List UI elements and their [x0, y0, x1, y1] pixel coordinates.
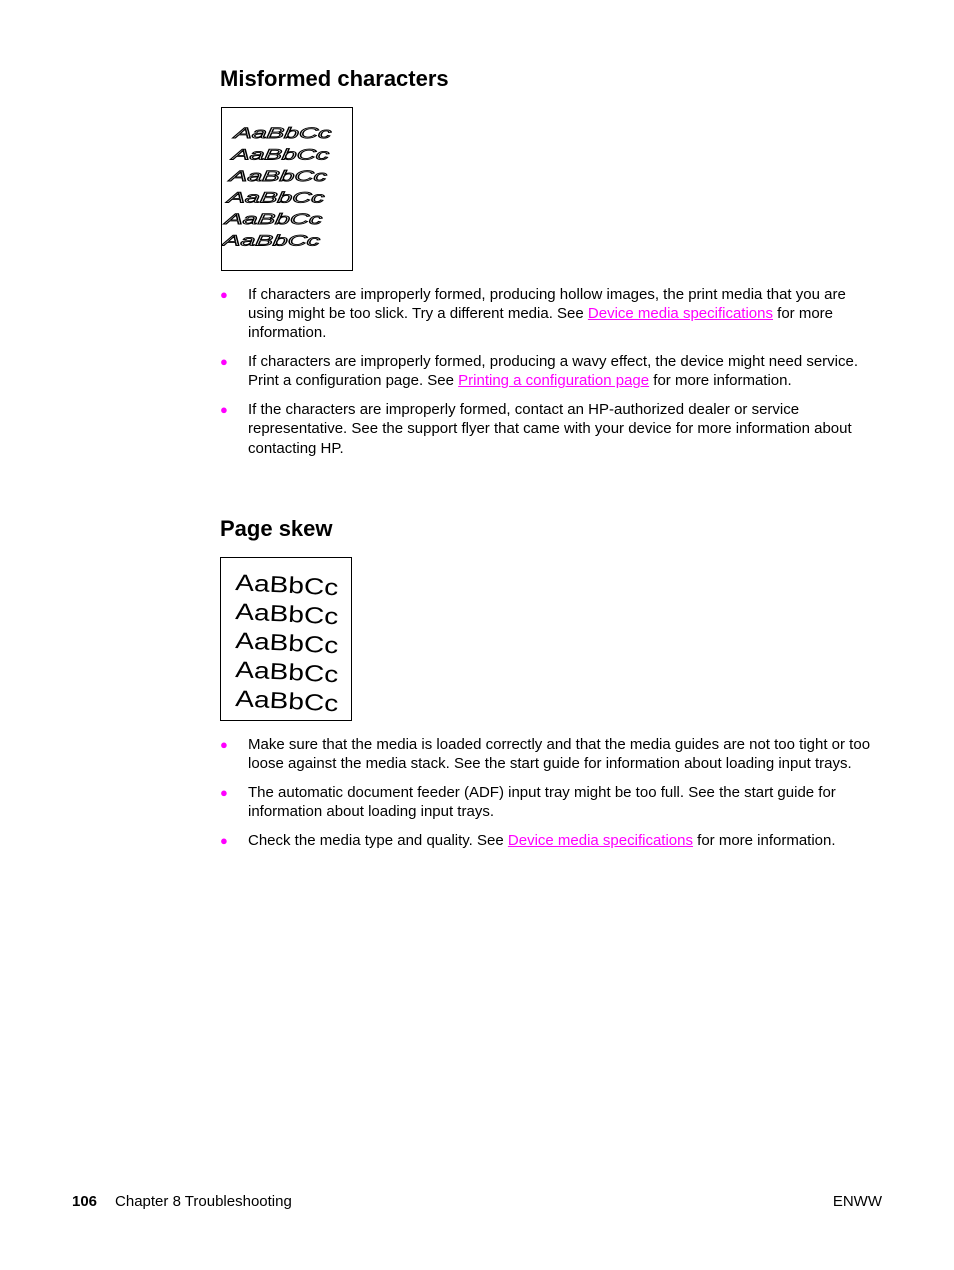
sample-text-line: AaBbCc [234, 656, 321, 687]
sample-text-line: AaBbCc [231, 146, 288, 164]
sample-text-line: AaBbCc [222, 232, 279, 250]
list-item: ● If the characters are improperly formed, contact an HP-authorized dealer or service representative. See the support flyer that came with your device for more information about contacting HP. [220, 401, 852, 457]
sample-text-line: AaBbCc [234, 685, 321, 716]
section-heading: Page skew [220, 516, 333, 541]
bullet-list [220, 735, 885, 860]
link-device-media-specifications[interactable]: Device media specifications [587, 305, 773, 323]
section-misformed-characters [220, 66, 885, 92]
list-item: ● The automatic document feeder (ADF) input tray might be too full. See the start guide for information about loading input trays. [220, 784, 836, 821]
bullet-icon: ● [220, 287, 228, 302]
page-skew-sample [220, 557, 352, 721]
page-footer [72, 1192, 882, 1211]
sample-text-line: AaBbCc [224, 211, 282, 228]
bullet-icon: ● [220, 402, 228, 418]
link-printing-configuration-page[interactable]: Printing a configuration page [458, 372, 650, 390]
section-heading: Misformed characters [220, 66, 449, 91]
sample-text-line: AaBbCc [234, 569, 321, 600]
bullet-icon: ● [220, 785, 228, 800]
list-item: ● Check the media type and quality. See Device media specifications for more information. [220, 832, 836, 849]
section-page-skew [220, 516, 885, 542]
list-item: ● Make sure that the media is loaded correctly and that the media guides are not too tight or too loose against the media stack. See the start guide for information about loading input trays. [220, 736, 871, 773]
sample-text-line: AaBbCc [228, 168, 286, 185]
misformed-sample-svg [222, 108, 352, 270]
page-number: 106 [72, 1193, 98, 1210]
sample-text-line: AaBbCc [226, 189, 284, 207]
misformed-characters-sample [221, 107, 353, 271]
bullet-icon: ● [220, 737, 228, 752]
footer-right-label: ENWW [832, 1193, 882, 1210]
skew-sample-svg [221, 558, 351, 720]
bullet-list [220, 285, 885, 467]
bullet-icon: ● [220, 833, 228, 848]
list-item: ● If characters are improperly formed, producing a wavy effect, the device might need service. Print a configuration page. See Printing a configuration page for more information. [220, 353, 859, 390]
list-item: ● If characters are improperly formed, producing hollow images, the print media that you are using might be too slick. Try a different media. See Device media specifications for more information. [220, 286, 846, 342]
sample-text-line: AaBbCc [233, 125, 291, 142]
bullet-icon: ● [220, 354, 228, 370]
sample-text-line: AaBbCc [234, 627, 321, 658]
link-device-media-specifications[interactable]: Device media specifications [507, 832, 693, 849]
chapter-label: Chapter 8 Troubleshooting [115, 1193, 292, 1210]
sample-text-line: AaBbCc [234, 598, 321, 629]
